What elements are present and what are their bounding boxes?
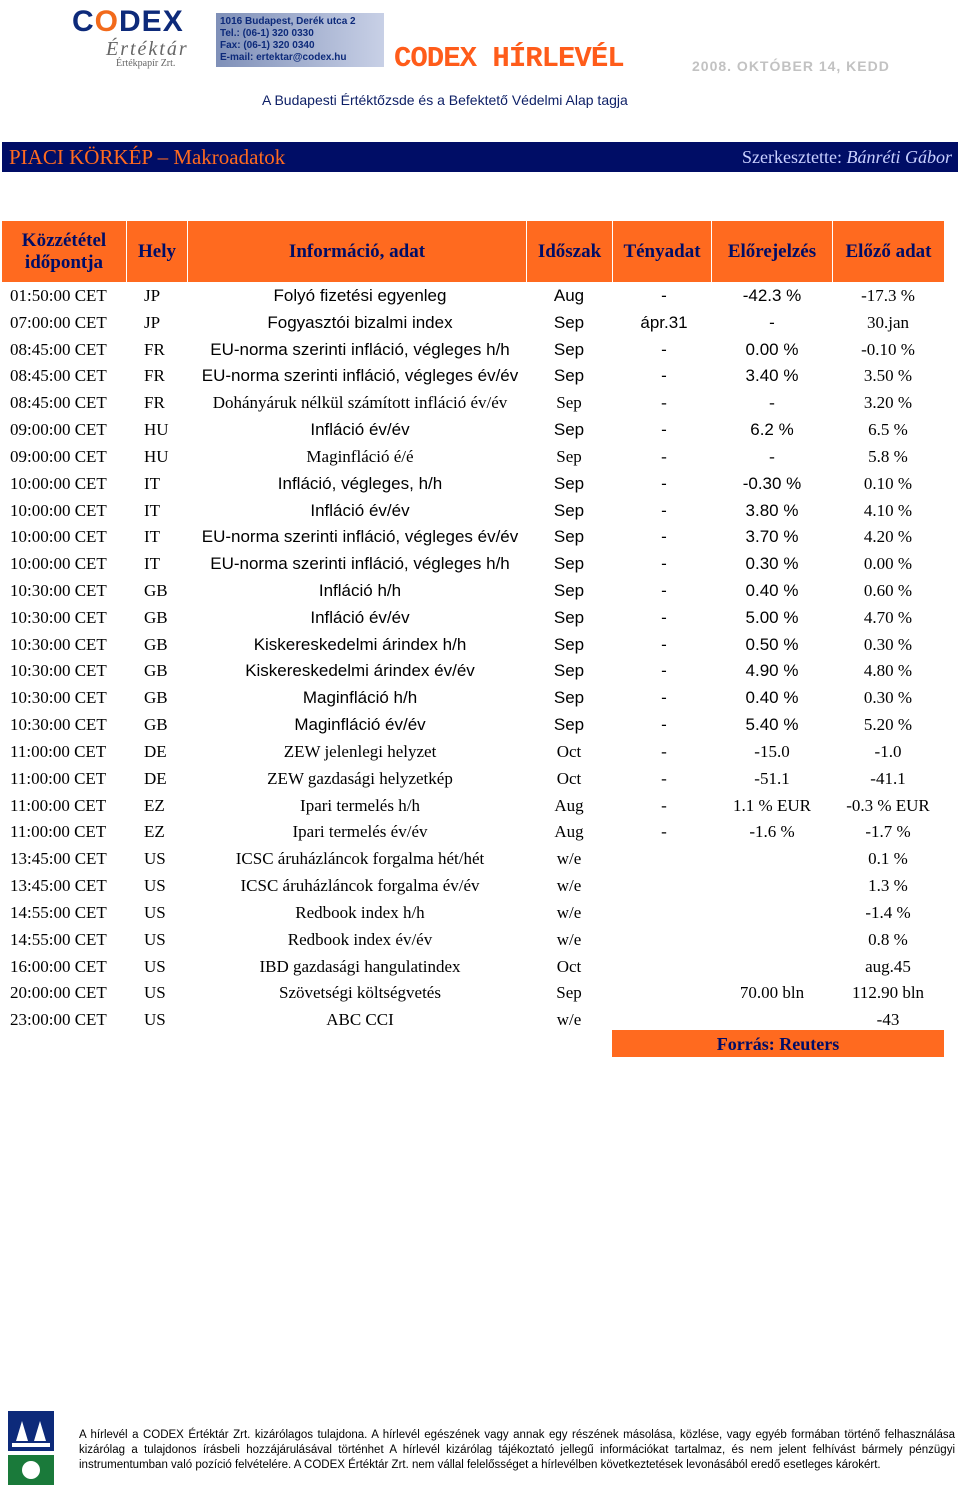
cell-place: US <box>144 902 166 922</box>
cell-previous: -1.0 <box>874 741 902 761</box>
table-row <box>0 656 960 683</box>
table-row <box>0 737 960 764</box>
cell-time: 08:45:00 CET <box>10 339 107 359</box>
cell-period: w/e <box>556 876 582 896</box>
cell-place: US <box>144 876 166 896</box>
cell-place: US <box>144 983 166 1003</box>
cell-place: JP <box>144 312 161 332</box>
cell-period: Sep <box>553 312 585 332</box>
cell-info: EU-norma szerinti infláció, végleges h/h <box>210 554 510 574</box>
cell-place: GB <box>144 581 168 601</box>
cell-time: 10:30:00 CET <box>10 634 107 654</box>
codex-logo <box>72 5 384 69</box>
cell-time: 10:00:00 CET <box>10 473 107 493</box>
cell-forecast: 4.90 % <box>745 661 799 681</box>
cell-previous: -1.7 % <box>865 822 911 842</box>
cell-period: Sep <box>553 554 585 574</box>
cell-place: IT <box>144 527 161 547</box>
cell-previous: 3.20 % <box>863 393 913 413</box>
table-row <box>0 764 960 791</box>
cell-fact: - <box>661 446 667 466</box>
cell-previous: 112.90 bln <box>851 983 925 1003</box>
cell-info: ABC CCI <box>326 1010 394 1030</box>
cell-period: w/e <box>556 929 582 949</box>
cell-time: 10:30:00 CET <box>10 715 107 735</box>
cell-time: 11:00:00 CET <box>10 768 107 788</box>
cell-period: Oct <box>556 956 582 976</box>
cell-previous: -43 <box>876 1010 900 1030</box>
cell-fact: - <box>661 393 667 413</box>
legal-disclaimer: A hírlevél a CODEX Értéktár Zrt. kizárólagos tulajdona. A hírlevél egészének vagy annak egy részének másolása, közlése, vagy egyéb formában történő felhasználása kizárólag a tulajdonos írásbeli hozzájárulásával történhet A hírlevél kizárólag tájékoztató jellegű információkat tartalmaz, és nem jelent felhívást bármely pénzügyi instrumentumban való pozíció felvételére. A CODEX Értéktár Zrt. nem vállal felelősséget a hírlevélben következtetések levonásából eredő esetleges károkért. <box>79 1429 955 1471</box>
cell-time: 10:30:00 CET <box>10 581 107 601</box>
cell-info: Folyó fizetési egyenleg <box>273 286 447 305</box>
cell-previous: -0.3 % EUR <box>846 795 930 815</box>
cell-place: GB <box>144 715 168 735</box>
table-row <box>0 817 960 844</box>
cell-time: 10:30:00 CET <box>10 607 107 627</box>
cell-place: HU <box>144 420 169 440</box>
cell-fact: - <box>661 473 667 493</box>
contact-address: 1016 Budapest, Derék utca 2 <box>220 16 356 27</box>
cell-place: JP <box>144 286 161 305</box>
cell-place: US <box>144 956 166 976</box>
cell-forecast: 3.80 % <box>745 500 799 520</box>
table-row <box>0 335 960 362</box>
cell-fact: - <box>661 366 667 386</box>
cell-time: 23:00:00 CET <box>10 1010 107 1030</box>
cell-info: Maginfláció év/év <box>294 715 426 735</box>
codex-brand: CODEX <box>72 5 184 38</box>
cell-period: Sep <box>553 634 585 654</box>
cell-place: GB <box>144 688 168 708</box>
table-row <box>0 1005 960 1032</box>
cell-info: Dohányáruk nélkül számított infláció év/év <box>212 393 508 413</box>
cell-forecast: 1.1 % EUR <box>733 795 811 815</box>
table-row <box>0 871 960 898</box>
cell-period: Sep <box>553 607 585 627</box>
cell-place: US <box>144 929 166 949</box>
logo-ertekpapir: Értékpapír Zrt. <box>116 58 176 69</box>
cell-fact: - <box>661 607 667 627</box>
contact-phone: Tel.: (06-1) 320 0330 <box>220 28 314 39</box>
cell-period: Sep <box>556 446 582 466</box>
cell-fact: - <box>661 634 667 654</box>
cell-previous: 0.10 % <box>863 473 913 493</box>
section-title: PIACI KÖRKÉP – Makroadatok <box>9 145 286 169</box>
table-row <box>0 925 960 952</box>
cell-fact: - <box>661 420 667 440</box>
cell-info: Kiskereskedelmi árindex év/év <box>245 661 475 681</box>
cell-previous: -41.1 <box>870 768 906 788</box>
cell-place: GB <box>144 661 168 681</box>
table-row <box>0 683 960 710</box>
cell-time: 11:00:00 CET <box>10 795 107 815</box>
cell-info: Kiskereskedelmi árindex h/h <box>253 634 467 654</box>
cell-fact: - <box>661 822 667 842</box>
cell-forecast: - <box>769 446 775 466</box>
contact-email: E-mail: ertektar@codex.hu <box>220 52 347 63</box>
cell-info: Infláció év/év <box>310 607 410 627</box>
cell-forecast: 0.50 % <box>745 634 799 654</box>
cell-period: Sep <box>556 983 582 1003</box>
cell-period: Sep <box>553 688 585 708</box>
table-row <box>0 978 960 1005</box>
cell-previous: -0.10 % <box>861 339 915 359</box>
cell-period: Oct <box>556 768 582 788</box>
cell-previous: 1.3 % <box>868 876 908 896</box>
cell-previous: 5.8 % <box>868 446 908 466</box>
table-row <box>0 710 960 737</box>
cell-forecast: 5.00 % <box>745 607 799 627</box>
cell-info: Ipari termelés év/év <box>292 822 428 842</box>
cell-time: 09:00:00 CET <box>10 446 107 466</box>
cell-fact: - <box>661 715 667 735</box>
cell-period: Sep <box>553 473 585 493</box>
cell-place: IT <box>144 554 161 574</box>
cell-previous: 6.5 % <box>868 420 908 440</box>
table-row <box>0 952 960 979</box>
cell-previous: 0.60 % <box>863 581 913 601</box>
cell-forecast: 3.40 % <box>745 366 799 386</box>
table-row <box>0 603 960 630</box>
cell-info: ZEW gazdasági helyzetkép <box>267 768 453 788</box>
cell-fact: - <box>661 500 667 520</box>
newsletter-title: CODEX HÍRLEVÉL <box>394 42 624 75</box>
cell-forecast: 70.00 bln <box>739 983 805 1003</box>
cell-info: Infláció, végleges, h/h <box>277 473 443 493</box>
section-banner <box>2 142 958 172</box>
header-forecast: Előrejelzés <box>712 221 832 282</box>
cell-forecast: 0.00 % <box>745 339 799 359</box>
cell-fact: - <box>661 768 667 788</box>
cell-period: Sep <box>553 527 585 547</box>
table-row <box>0 496 960 523</box>
table-row <box>0 576 960 603</box>
cell-info: ICSC áruházláncok forgalma hét/hét <box>235 849 485 869</box>
table-row <box>0 361 960 388</box>
cell-time: 08:45:00 CET <box>10 366 107 386</box>
cell-fact: - <box>661 741 667 761</box>
table-row <box>0 415 960 442</box>
cell-time: 16:00:00 CET <box>10 956 107 976</box>
cell-fact: - <box>661 339 667 359</box>
header-place: Hely <box>127 221 187 282</box>
table-row <box>0 522 960 549</box>
cell-info: Infláció h/h <box>318 581 402 601</box>
cell-forecast: 0.30 % <box>745 554 799 574</box>
cell-place: FR <box>144 393 165 413</box>
cell-place: FR <box>144 366 165 386</box>
cell-forecast: 6.2 % <box>750 420 794 440</box>
bet-beva-logo <box>8 1411 54 1485</box>
cell-info: Infláció év/év <box>310 420 410 440</box>
cell-period: Sep <box>553 661 585 681</box>
cell-info: ICSC áruházláncok forgalma év/év <box>240 876 480 896</box>
cell-forecast: -15.0 <box>754 741 790 761</box>
table-row <box>0 442 960 469</box>
cell-info: EU-norma szerinti infláció, végleges év/év <box>201 366 519 386</box>
cell-period: Sep <box>556 393 582 413</box>
cell-period: Sep <box>553 581 585 601</box>
cell-previous: 4.70 % <box>863 607 913 627</box>
cell-period: Sep <box>553 715 585 735</box>
cell-place: DE <box>144 741 167 761</box>
newsletter-date: 2008. OKTÓBER 14, KEDD <box>692 58 890 74</box>
header-previous: Előző adat <box>833 221 944 282</box>
cell-place: GB <box>144 607 168 627</box>
editor-credit: Szerkesztette: Bánréti Gábor <box>742 147 952 167</box>
cell-period: Sep <box>553 366 585 386</box>
cell-forecast: -0.30 % <box>742 473 802 493</box>
cell-info: Ipari termelés h/h <box>300 795 420 815</box>
cell-place: DE <box>144 768 167 788</box>
cell-place: US <box>144 1010 166 1030</box>
cell-period: Oct <box>556 741 582 761</box>
cell-fact: - <box>661 286 667 305</box>
cell-forecast: - <box>769 312 775 332</box>
cell-place: EZ <box>144 822 165 842</box>
table-row <box>0 388 960 415</box>
cell-time: 08:45:00 CET <box>10 393 107 413</box>
cell-place: IT <box>144 473 161 493</box>
cell-place: GB <box>144 634 168 654</box>
cell-fact: - <box>661 661 667 681</box>
cell-previous: 0.1 % <box>868 849 908 869</box>
header-info: Információ, adat <box>188 221 526 282</box>
table-row <box>0 791 960 818</box>
cell-time: 10:30:00 CET <box>10 688 107 708</box>
cell-place: EZ <box>144 795 165 815</box>
cell-info: Maginfláció h/h <box>302 688 418 708</box>
cell-fact: - <box>661 554 667 574</box>
cell-period: Sep <box>553 500 585 520</box>
tagline: A Budapesti Értéktőzsde és a Befektető Védelmi Alap tagja <box>262 92 628 108</box>
cell-place: US <box>144 849 166 869</box>
cell-previous: -1.4 % <box>865 902 911 922</box>
cell-time: 20:00:00 CET <box>10 983 107 1003</box>
cell-period: w/e <box>556 902 582 922</box>
header-fact: Tényadat <box>613 221 711 282</box>
cell-info: Fogyasztói bizalmi index <box>267 312 453 332</box>
cell-info: Infláció év/év <box>310 500 410 520</box>
cell-previous: 0.8 % <box>868 929 908 949</box>
cell-forecast: - <box>769 393 775 413</box>
cell-period: Aug <box>553 286 585 305</box>
cell-period: w/e <box>556 849 582 869</box>
header-period: Időszak <box>527 221 612 282</box>
cell-time: 10:00:00 CET <box>10 527 107 547</box>
table-row <box>0 469 960 496</box>
cell-info: IBD gazdasági hangulatindex <box>259 956 461 976</box>
cell-forecast: 0.40 % <box>745 581 799 601</box>
cell-period: Sep <box>553 339 585 359</box>
cell-forecast: 5.40 % <box>745 715 799 735</box>
logo-ertektar: Értéktár <box>106 38 189 60</box>
cell-time: 01:50:00 CET <box>10 286 107 305</box>
cell-previous: 0.30 % <box>863 634 913 654</box>
cell-forecast: 3.70 % <box>745 527 799 547</box>
cell-fact: ápr.31 <box>640 312 688 332</box>
table-row <box>0 630 960 657</box>
cell-previous: 5.20 % <box>863 715 913 735</box>
cell-place: HU <box>144 446 169 466</box>
cell-previous: aug.45 <box>865 956 911 976</box>
cell-period: Sep <box>553 420 585 440</box>
cell-info: ZEW jelenlegi helyzet <box>283 741 437 761</box>
cell-period: Aug <box>554 795 584 815</box>
cell-time: 10:00:00 CET <box>10 554 107 574</box>
cell-fact: - <box>661 581 667 601</box>
cell-forecast: -1.6 % <box>749 822 795 842</box>
cell-info: EU-norma szerinti infláció, végleges h/h <box>210 339 510 359</box>
cell-time: 14:55:00 CET <box>10 902 107 922</box>
contact-box <box>216 13 384 67</box>
contact-fax: Fax: (06-1) 320 0340 <box>220 40 315 51</box>
cell-time: 10:30:00 CET <box>10 661 107 681</box>
cell-info: EU-norma szerinti infláció, végleges év/év <box>201 527 519 547</box>
cell-info: Redbook index h/h <box>295 902 425 922</box>
cell-time: 07:00:00 CET <box>10 312 107 332</box>
cell-previous: -17.3 % <box>861 286 915 305</box>
header-time: Közzététel időpontja <box>2 221 126 282</box>
cell-fact: - <box>661 688 667 708</box>
cell-time: 09:00:00 CET <box>10 420 107 440</box>
cell-time: 10:00:00 CET <box>10 500 107 520</box>
cell-previous: 4.20 % <box>863 527 913 547</box>
cell-forecast: 0.40 % <box>745 688 799 708</box>
cell-previous: 3.50 % <box>863 366 913 386</box>
cell-time: 13:45:00 CET <box>10 876 107 896</box>
cell-time: 11:00:00 CET <box>10 741 107 761</box>
cell-fact: - <box>661 795 667 815</box>
cell-place: IT <box>144 500 161 520</box>
cell-forecast: -51.1 <box>754 768 790 788</box>
cell-period: Aug <box>554 822 584 842</box>
cell-place: FR <box>144 339 165 359</box>
table-header <box>0 221 960 282</box>
cell-period: w/e <box>556 1010 582 1030</box>
cell-previous: 0.30 % <box>863 688 913 708</box>
table-row <box>0 844 960 871</box>
cell-previous: 4.80 % <box>863 661 913 681</box>
table-row <box>0 281 960 308</box>
cell-time: 11:00:00 CET <box>10 822 107 842</box>
cell-previous: 30.jan <box>866 312 910 332</box>
table-row <box>0 308 960 335</box>
cell-info: Maginfláció é/é <box>306 446 414 466</box>
cell-time: 13:45:00 CET <box>10 849 107 869</box>
cell-previous: 4.10 % <box>863 500 913 520</box>
source-label: Forrás: Reuters <box>612 1030 944 1057</box>
cell-info: Redbook index év/év <box>287 929 433 949</box>
table-row <box>0 898 960 925</box>
cell-fact: - <box>661 527 667 547</box>
table-row <box>0 549 960 576</box>
cell-info: Szövetségi költségvetés <box>279 983 441 1003</box>
cell-time: 14:55:00 CET <box>10 929 107 949</box>
cell-forecast: -42.3 % <box>742 286 802 305</box>
cell-previous: 0.00 % <box>863 554 913 574</box>
